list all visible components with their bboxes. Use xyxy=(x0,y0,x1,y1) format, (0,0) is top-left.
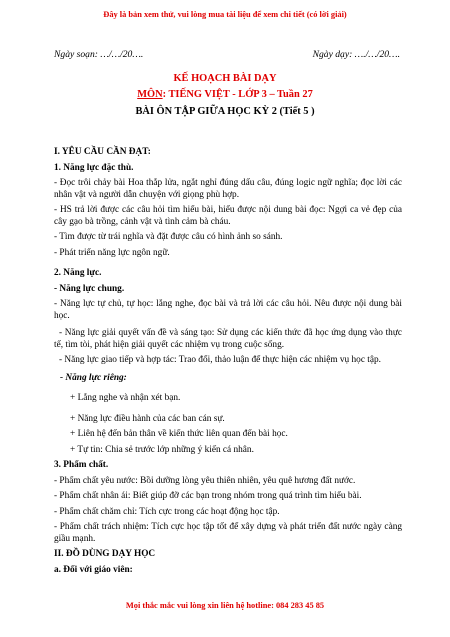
lesson-plan-title: KẾ HOẠCH BÀI DẠY xyxy=(173,73,277,84)
document-body xyxy=(54,147,402,576)
paragraph: - HS trả lời được các câu hỏi tìm hiểu bài, hiểu được nội dung bài đọc: Ngợi ca vẻ đẹp của cây gạo bà trồng, cảnh vật và tình cảm bà cháu. xyxy=(54,205,402,227)
section-heading-materials: II. ĐỒ DÙNG DẠY HỌC xyxy=(54,549,156,559)
dates-row xyxy=(54,49,400,60)
teach-date: Ngày dạy: …./…/20…. xyxy=(312,49,400,60)
paragraph: - Tìm được từ trái nghĩa và đặt được câu có hình ảnh so sánh. xyxy=(54,232,283,242)
list-item: + Tự tin: Chia sẻ trước lớp những ý kiến cá nhân. xyxy=(70,444,254,455)
subheading-specific-competence: 1. Năng lực đặc thù. xyxy=(54,162,134,173)
paragraph: - Phẩm chất nhân ái: Biết giúp đỡ các bạn trong nhóm trong quá trình tìm hiểu bài. xyxy=(54,491,362,501)
list-item: + Năng lực điều hành của các ban cán sự. xyxy=(70,413,225,424)
list-item: + Liên hệ đến bản thân về kiến thức liên quan đến bài học. xyxy=(70,429,288,439)
section-heading-requirements: I. YÊU CẦU CẦN ĐẠT: xyxy=(54,147,151,157)
list-item: + Lắng nghe và nhận xét bạn. xyxy=(70,393,181,403)
paragraph: - Đọc trôi chảy bài Hoa thắp lửa, ngắt nghỉ đúng dấu câu, đúng logic ngữ nghĩa; đọc lời các nhân vật và người dẫn chuyện với giọng phù hợp. xyxy=(54,178,402,200)
subject-line xyxy=(0,89,450,100)
paragraph: - Phẩm chất chăm chỉ: Tích cực trong các hoạt động học tập. xyxy=(54,506,280,517)
subject-rest: : TIẾNG VIỆT - LỚP 3 – Tuần 27 xyxy=(162,89,313,100)
subheading-general-competence: - Năng lực chung. xyxy=(54,283,125,294)
paragraph: - Phát triển năng lực ngôn ngữ. xyxy=(54,247,170,258)
subheading-for-teacher: a. Đối với giáo viên: xyxy=(54,564,133,575)
paragraph: - Năng lực giải quyết vấn đề và sáng tạo: Sử dụng các kiến thức đã học ứng dụng vào thực tế, tìm tòi, phát hiện giải quyết các nhiệm vụ trong cuộc sống. xyxy=(54,328,402,350)
lesson-title: BÀI ÔN TẬP GIỮA HỌC KỲ 2 (Tiết 5 ) xyxy=(135,106,315,117)
prep-date: Ngày soạn: …/…/20…. xyxy=(54,49,144,60)
paragraph: - Phẩm chất trách nhiệm: Tích cực học tập tốt để xây dựng và phát triển đất nước ngày càng giầu mạnh. xyxy=(54,522,402,544)
subheading-specific-skills: - Năng lực riêng: xyxy=(60,372,127,383)
paragraph: - Phẩm chất yêu nước: Bồi dưỡng lòng yêu thiên nhiên, yêu quê hương đất nước. xyxy=(54,475,356,486)
hotline-banner: Mọi thắc mắc vui lòng xin liên hệ hotline: 084 283 45 85 xyxy=(125,601,325,610)
subheading-competence: 2. Năng lực. xyxy=(54,268,102,278)
preview-banner: Đây là bản xem thử, vui lòng mua tài liệu để xem chi tiết (có lời giải) xyxy=(103,10,347,19)
paragraph: - Năng lực giao tiếp và hợp tác: Trao đổi, thảo luận để thực hiện các nhiệm vụ học tập. xyxy=(59,355,381,365)
paragraph: - Năng lực tự chủ, tự học: lắng nghe, đọc bài và trả lời các câu hỏi. Nêu được nội dung bài học. xyxy=(54,299,402,321)
subheading-qualities: 3. Phẩm chất. xyxy=(54,460,109,470)
subject-prefix: MÔN xyxy=(137,89,163,100)
